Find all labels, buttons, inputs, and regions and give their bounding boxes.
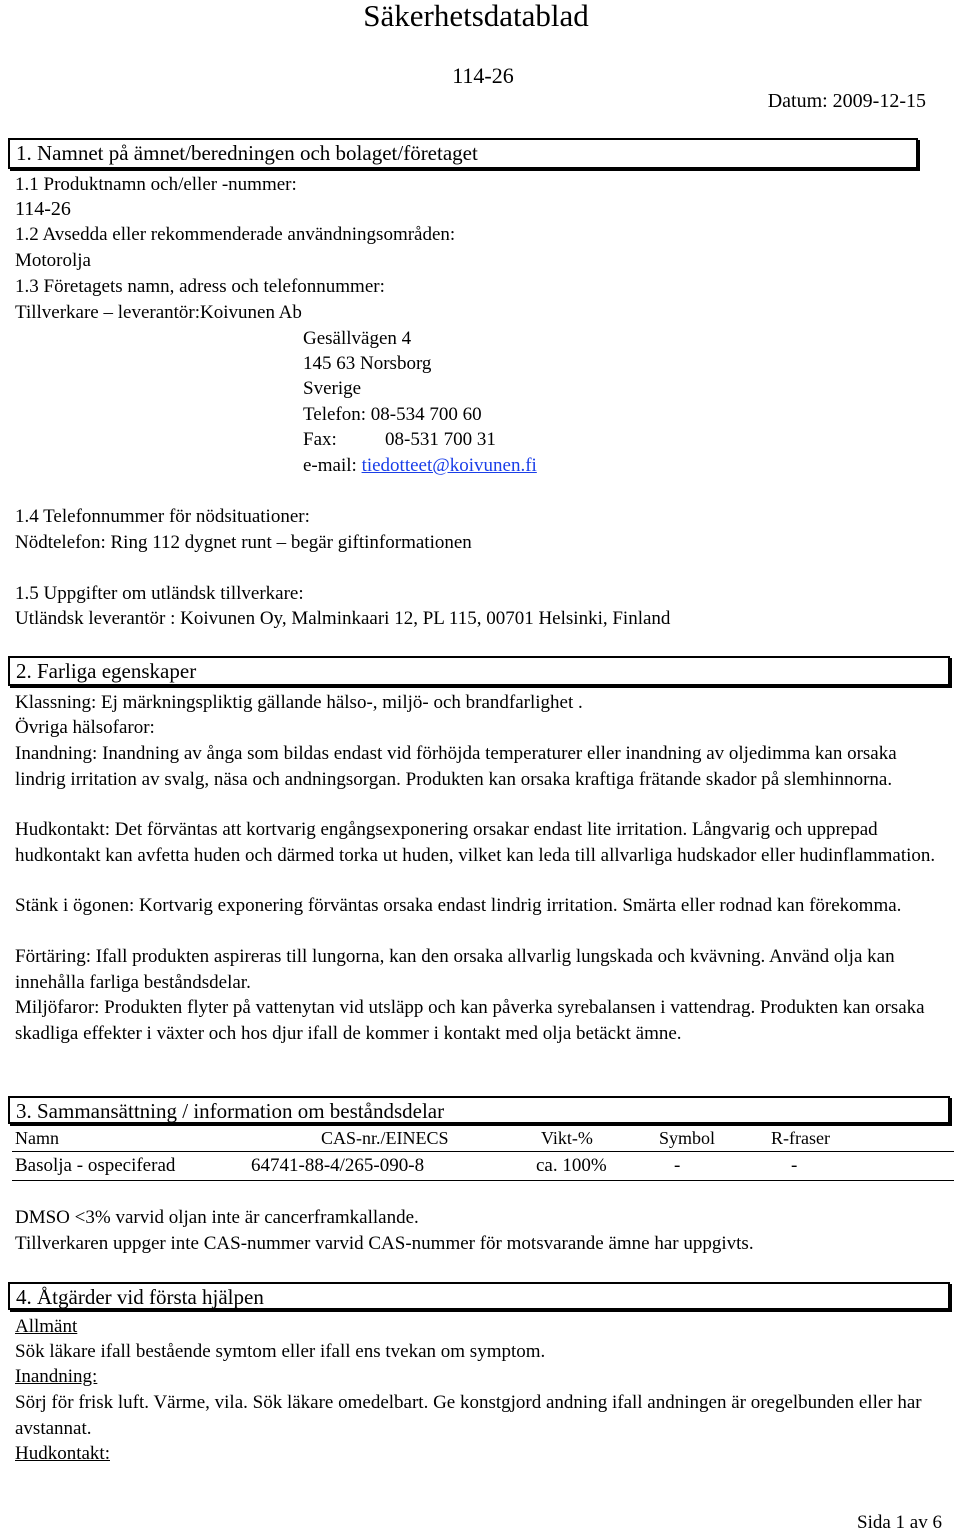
fax-value: 08-531 700 31 — [385, 429, 496, 450]
miljofaror-paragraph: Miljöfaror: Produkten flyter på vattenytan vid utsläpp och kan påverka syrebalansen i vattendrag. Produkten kan orsaka skadliga effekter i växter och hos djur ifall de kommer i kontakt med olja betäckt ämne. — [15, 997, 925, 1044]
cell-rfraser: - — [791, 1155, 798, 1176]
allmant-label: Allmänt — [15, 1316, 78, 1337]
inandning-paragraph: Inandning: Inandning av ånga som bildas endast vid förhöjda temperaturer eller inandning av oljedimma kan orsaka lindrig irritation av svalg, näsa och andningsorgan. Produkten kan orsaka kraftiga frätande skador på slemhinnorna. — [15, 743, 897, 790]
section-3-heading-text: 3. Sammansättning / information om beståndsdelar — [16, 1099, 445, 1123]
section-1-1-value: 114-26 — [15, 198, 71, 220]
email-label: e-mail: — [303, 455, 357, 476]
fax-label: Fax: — [303, 429, 337, 450]
ovriga-halsofaror-label: Övriga hälsofaror: — [15, 717, 155, 738]
address-street: Gesällvägen 4 — [303, 328, 412, 349]
email-row — [303, 453, 537, 479]
section-1-heading-text: 1. Namnet på ämnet/beredningen och bolaget/företaget — [16, 141, 478, 165]
section-2-heading-text: 2. Farliga egenskaper — [16, 659, 197, 683]
hudkontakt-paragraph: Hudkontakt: Det förväntas att kortvarig engångsexponering orsakar endast lite irritation. Långvarig och upprepad hudkontakt kan avfetta huden och därmed torka ut huden, vilket kan leda till allvarliga hudskador eller hudinflammation. — [15, 819, 936, 866]
hudkontakt-label: Hudkontakt: — [15, 1443, 110, 1464]
section-3-note-dmso: DMSO <3% varvid oljan inte är cancerframkallande. — [15, 1207, 419, 1228]
column-header-rfraser: R-fraser — [771, 1128, 830, 1148]
inandning-label: Inandning: — [15, 1366, 98, 1387]
document-date: Datum: 2009-12-15 — [767, 90, 926, 112]
column-header-vikt: Vikt-% — [541, 1128, 593, 1148]
page-number: Sida 1 av 6 — [857, 1512, 942, 1533]
section-1-5-label: 1.5 Uppgifter om utländsk tillverkare: — [15, 583, 304, 604]
cell-namn: Basolja - ospeciferad — [15, 1155, 176, 1176]
fax-row — [303, 427, 496, 453]
cell-cas: 64741-88-4/265-090-8 — [251, 1155, 425, 1176]
section-1-5-value: Utländsk leverantör : Koivunen Oy, Malminkaari 12, PL 115, 00701 Helsinki, Finland — [15, 608, 671, 629]
cell-vikt: ca. 100% — [536, 1155, 607, 1176]
section-1-4-label: 1.4 Telefonnummer för nödsituationer: — [15, 506, 310, 527]
address-country: Sverige — [303, 378, 362, 399]
column-header-cas: CAS-nr./EINECS — [321, 1128, 449, 1148]
table-row-rule — [12, 1180, 954, 1181]
section-1-2-value: Motorolja — [15, 250, 91, 271]
product-id-heading: 114-26 — [452, 63, 514, 88]
fortaring-paragraph: Förtäring: Ifall produkten aspireras till lungorna, kan den orsaka allvarlig lungskada och kvävning. Använd olja kan innehålla farliga beståndsdelar. — [15, 946, 895, 993]
section-1-3-label: 1.3 Företagets namn, adress och telefonnummer: — [15, 276, 385, 297]
column-header-namn: Namn — [15, 1128, 59, 1148]
email-link[interactable]: tiedotteet@koivunen.fi — [361, 455, 537, 476]
ogon-paragraph: Stänk i ögonen: Kortvarig exponering förväntas orsaka endast lindrig irritation. Smärta eller rodnad kan förekomma. — [15, 895, 902, 916]
address-city: 145 63 Norsborg — [303, 353, 432, 374]
section-1-2-label: 1.2 Avsedda eller rekommenderade användningsområden: — [15, 224, 456, 245]
section-3-heading — [8, 1096, 950, 1124]
cell-symbol: - — [674, 1155, 681, 1176]
inandning-text: Sörj för frisk luft. Värme, vila. Sök läkare omedelbart. Ge konstgjord andning ifall andningen är oregelbunden eller har avstannat. — [15, 1392, 922, 1439]
document-title: Säkerhetsdatablad — [363, 0, 589, 33]
column-header-symbol: Symbol — [659, 1128, 716, 1148]
section-3-note-cas: Tillverkaren uppger inte CAS-nummer varvid CAS-nummer för motsvarande ämne har uppgivts. — [15, 1233, 754, 1254]
table-header-rule — [12, 1151, 954, 1152]
section-1-4-value: Nödtelefon: Ring 112 dygnet runt – begär giftinformationen — [15, 532, 472, 553]
allmant-text: Sök läkare ifall bestående symtom eller ifall ens tvekan om symptom. — [15, 1341, 546, 1362]
section-2-heading — [8, 656, 950, 686]
section-1-1-label: 1.1 Produktnamn och/eller -nummer: — [15, 174, 297, 195]
phone-number: Telefon: 08-534 700 60 — [303, 404, 482, 425]
supplier-line: Tillverkare – leverantör:Koivunen Ab — [15, 302, 302, 323]
section-4-heading — [8, 1282, 950, 1310]
section-1-heading — [8, 138, 918, 169]
section-4-heading-text: 4. Åtgärder vid första hjälpen — [16, 1285, 264, 1309]
klassning-text: Klassning: Ej märkningspliktig gällande hälso-, miljö- och brandfarlighet . — [15, 692, 583, 713]
